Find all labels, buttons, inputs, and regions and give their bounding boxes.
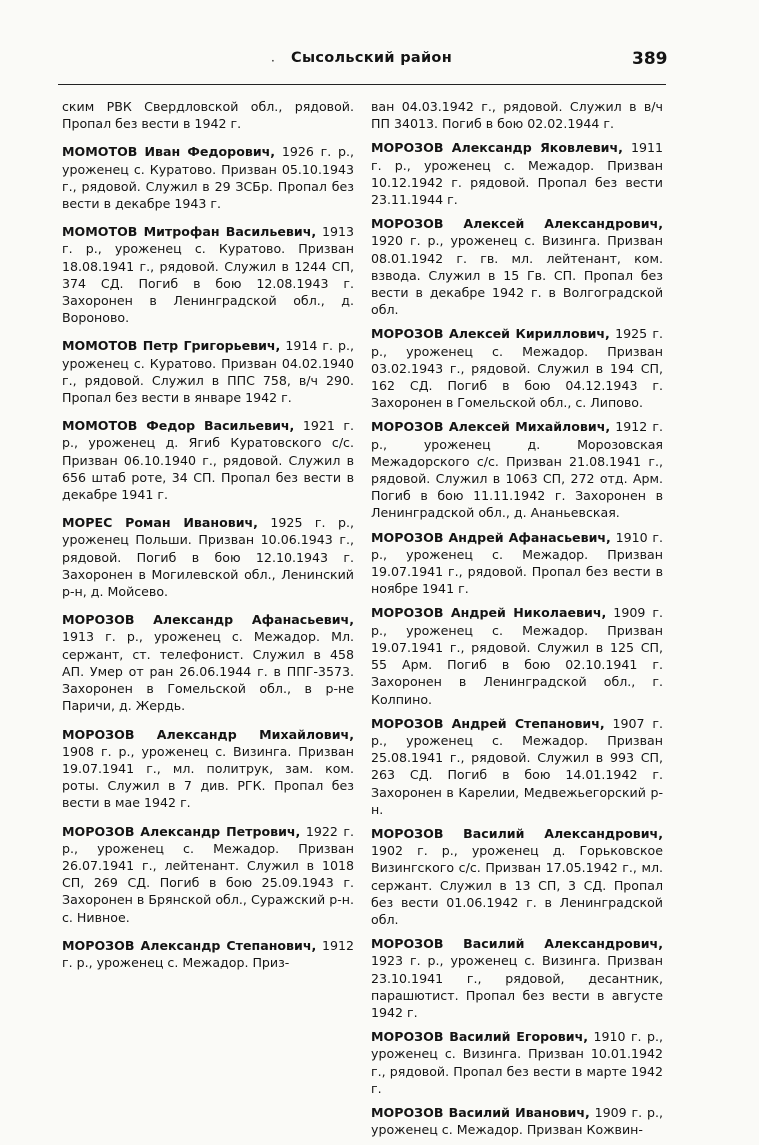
entry-text: 1907 г. р., уроженец с. Межадор. Призван 25.08.1941 г., рядовой. Служил в 993 СП, 263 СД. Погиб в бою 14.01.1942 г. Захоронен в Карелии, Медвежьегорский р-н. <box>371 715 663 817</box>
entry-text: 1910 г. р., уроженец с. Визинга. Призван 10.01.1942 г., рядовой. Пропал без вести в марте 1942 г. <box>371 1029 663 1096</box>
header-dot: · <box>271 54 275 68</box>
entry-morozov-aleksandr-step <box>62 937 354 971</box>
entry-morozov-aleksandr-petr <box>62 823 354 926</box>
entry-text: 1910 г. р., уроженец с. Межадор. Призван 19.07.1941 г., рядовой. Пропал без вести в ноябре 1941 г. <box>371 529 663 597</box>
entry-morozov-vasiliy-iv <box>371 1104 663 1138</box>
entry-name: МОРОЗОВ Андрей Афанасьевич, <box>371 529 611 545</box>
entry-text: 1909 г. р., уроженец с. Межадор. Призван 19.07.1941 г., рядовой. Служил в 125 СП, 55 Арм. Погиб в бою 02.10.1941 г. Захоронен в Ленинградской обл., г. Колпино. <box>371 605 663 707</box>
entry-text: 1913 г. р., уроженец с. Межадор. Мл. сержант, ст. телефонист. Служил в 458 АП. Умер от ран 26.06.1944 г. в ППГ-3573. Захоронен в Гомельской обл., в р-не Паричи, д. Жердь. <box>62 629 354 714</box>
entry-momotov-ivan <box>62 143 354 212</box>
right-column <box>371 98 663 1145</box>
entry-text: 1921 г. р., уроженец д. Ягиб Куратовского с/с. Призван 06.10.1940 г., рядовой. Служил в 656 штаб роте, 34 СП. Пропал без вести в декабре 1941 г. <box>62 418 354 503</box>
entry-name: МОРЕС Роман Иванович, <box>62 515 258 531</box>
entry-morozov-andrey-step <box>371 715 663 818</box>
entry-name: МОРОЗОВ Александр Михайлович, <box>62 726 354 742</box>
entry-name: МОРОЗОВ Василий Егорович, <box>371 1029 589 1045</box>
entry-text: 1923 г. р., уроженец с. Визинга. Призван 23.10.1941 г., рядовой, десантник, парашютист. Пропал без вести в августе 1942 г. <box>371 953 663 1020</box>
entry-name: МОРОЗОВ Александр Степанович, <box>62 937 317 953</box>
entry-name: МОРОЗОВ Алексей Михайлович, <box>371 419 611 435</box>
entry-name: МОРОЗОВ Андрей Степанович, <box>371 715 605 731</box>
entry-text: 1911 г. р., уроженец с. Межадор. Призван 10.12.1942 г. рядовой. Пропал без вести 23.11.1944 г. <box>371 140 663 208</box>
entry-name: МОРОЗОВ Василий Иванович, <box>371 1104 590 1120</box>
entry-morozov-vasiliy-al-1923 <box>371 935 663 1021</box>
entry-momotov-fedor <box>62 417 354 503</box>
entry-morozov-aleksey-mikh <box>371 418 663 521</box>
entry-name: МОРОЗОВ Василий Александрович, <box>371 936 663 952</box>
entry-name: МОРОЗОВ Андрей Николаевич, <box>371 605 607 621</box>
entry-name: МОМОТОВ Митрофан Васильевич, <box>62 224 317 240</box>
left-column <box>62 98 354 982</box>
entry-name: МОМОТОВ Петр Григорьевич, <box>62 338 281 354</box>
entry-text: 1920 г. р., уроженец с. Визинга. Призван 08.01.1942 г. гв. мл. лейтенант, ком. взвода. Служил в 15 Гв. СП. Пропал без вести в декабре 1942 г. в Волгоградской обл. <box>371 233 663 318</box>
page-header <box>0 48 759 76</box>
page-number: 389 <box>632 49 668 69</box>
entry-morozov-aleksandr-af <box>62 611 354 714</box>
entry-continuation <box>62 98 354 132</box>
entry-name: МОРОЗОВ Василий Александрович, <box>371 825 663 841</box>
entry-momotov-mitrofan <box>62 223 354 326</box>
entry-name: МОРОЗОВ Александр Яковлевич, <box>371 140 623 156</box>
entry-morozov-aleksey-al <box>371 215 663 318</box>
entry-text: 1925 г. р., уроженец Польши. Призван 10.06.1943 г., рядовой. Погиб в бою 12.10.1943 г. Захоронен в Могилевской обл., Ленинский р-н, д. Мойсево. <box>62 515 354 600</box>
entry-name: МОРОЗОВ Александр Афанасьевич, <box>62 612 354 628</box>
entry-momotov-petr <box>62 337 354 406</box>
entry-name: МОРОЗОВ Александр Петрович, <box>62 823 301 839</box>
entry-text: 1913 г. р., уроженец с. Куратово. Призван 18.08.1941 г., рядовой. Служил в 1244 СП, 374 СД. Погиб в бою 12.08.1943 г. Захоронен в Ленинградской обл., д. Вороново. <box>62 224 354 326</box>
entry-text: 1922 г. р., уроженец с. Межадор. Призван 26.07.1941 г., лейтенант. Служил в 1018 СП, 269 СД. Погиб в бою 25.09.1943 г. Захоронен в Брянской обл., Суражский р-н. с. Нивное. <box>62 823 354 925</box>
entry-text: ван 04.03.1942 г., рядовой. Служил в в/ч ПП 34013. Погиб в бою 02.02.1944 г. <box>371 99 663 132</box>
entry-morozov-vasiliy-eg <box>371 1028 663 1097</box>
header-rule <box>58 84 666 85</box>
entry-morozov-andrey-nik <box>371 604 663 707</box>
entry-text: ским РВК Свердловской обл., рядовой. Пропал без вести в 1942 г. <box>62 99 354 132</box>
entry-morozov-aleksey-kir <box>371 325 663 411</box>
entry-text: 1909 г. р., уроженец с. Межадор. Призван Кожвин- <box>371 1104 663 1138</box>
entry-text: 1912 г. р., уроженец с. Межадор. Приз- <box>62 937 354 970</box>
entry-text: 1908 г. р., уроженец с. Визинга. Призван 19.07.1941 г., мл. политрук, зам. ком. роты. Служил в 7 див. РГК. Пропал без вести в мае 1942 г. <box>62 743 354 811</box>
entry-morozov-aleksandr-yak <box>371 139 663 208</box>
entry-text: 1912 г. р., уроженец д. Морозовская Межадорского с/с. Призван 21.08.1941 г., рядовой. Служил в 1063 СП, 272 отд. Арм. Погиб в бою 11.11.1942 г. Захоронен в Ленинградской обл., д. Ананьевская. <box>371 419 663 521</box>
entry-name: МОМОТОВ Федор Васильевич, <box>62 418 295 434</box>
entry-text: 1902 г. р., уроженец д. Горьковское Визингского с/с. Призван 17.05.1942 г., мл. сержант. Служил в 13 СП, 3 СД. Пропал без вести 01.06.1942 г. в Ленинградской обл. <box>371 843 663 927</box>
running-title: Сысольский район <box>291 50 453 66</box>
entry-morozov-aleksandr-mikh <box>62 726 354 812</box>
entry-mores-roman <box>62 514 354 600</box>
entry-name: МОРОЗОВ Алексей Александрович, <box>371 216 663 232</box>
entry-morozov-vasiliy-al-1902 <box>371 825 663 928</box>
entry-name: МОРОЗОВ Алексей Кириллович, <box>371 326 610 342</box>
entry-name: МОМОТОВ Иван Федорович, <box>62 144 276 160</box>
entry-morozov-andrey-af <box>371 529 663 598</box>
entry-continuation <box>371 98 663 132</box>
entry-text: 1914 г. р., уроженец с. Куратово. Призван 04.02.1940 г., рядовой. Служил в ППС 758, в/ч 290. Пропал без вести в январе 1942 г. <box>62 338 354 406</box>
entry-text: 1925 г. р., уроженец с. Межадор. Призван 03.02.1943 г., рядовой. Служил в 194 СП, 162 СД. Погиб в бою 04.12.1943 г. Захоронен в Гомельской обл., с. Липово. <box>371 326 663 411</box>
entry-text: 1926 г. р., уроженец с. Куратово. Призван 05.10.1943 г., рядовой. Служил в 29 ЗСБр. Пропал без вести в декабре 1943 г. <box>62 144 354 212</box>
